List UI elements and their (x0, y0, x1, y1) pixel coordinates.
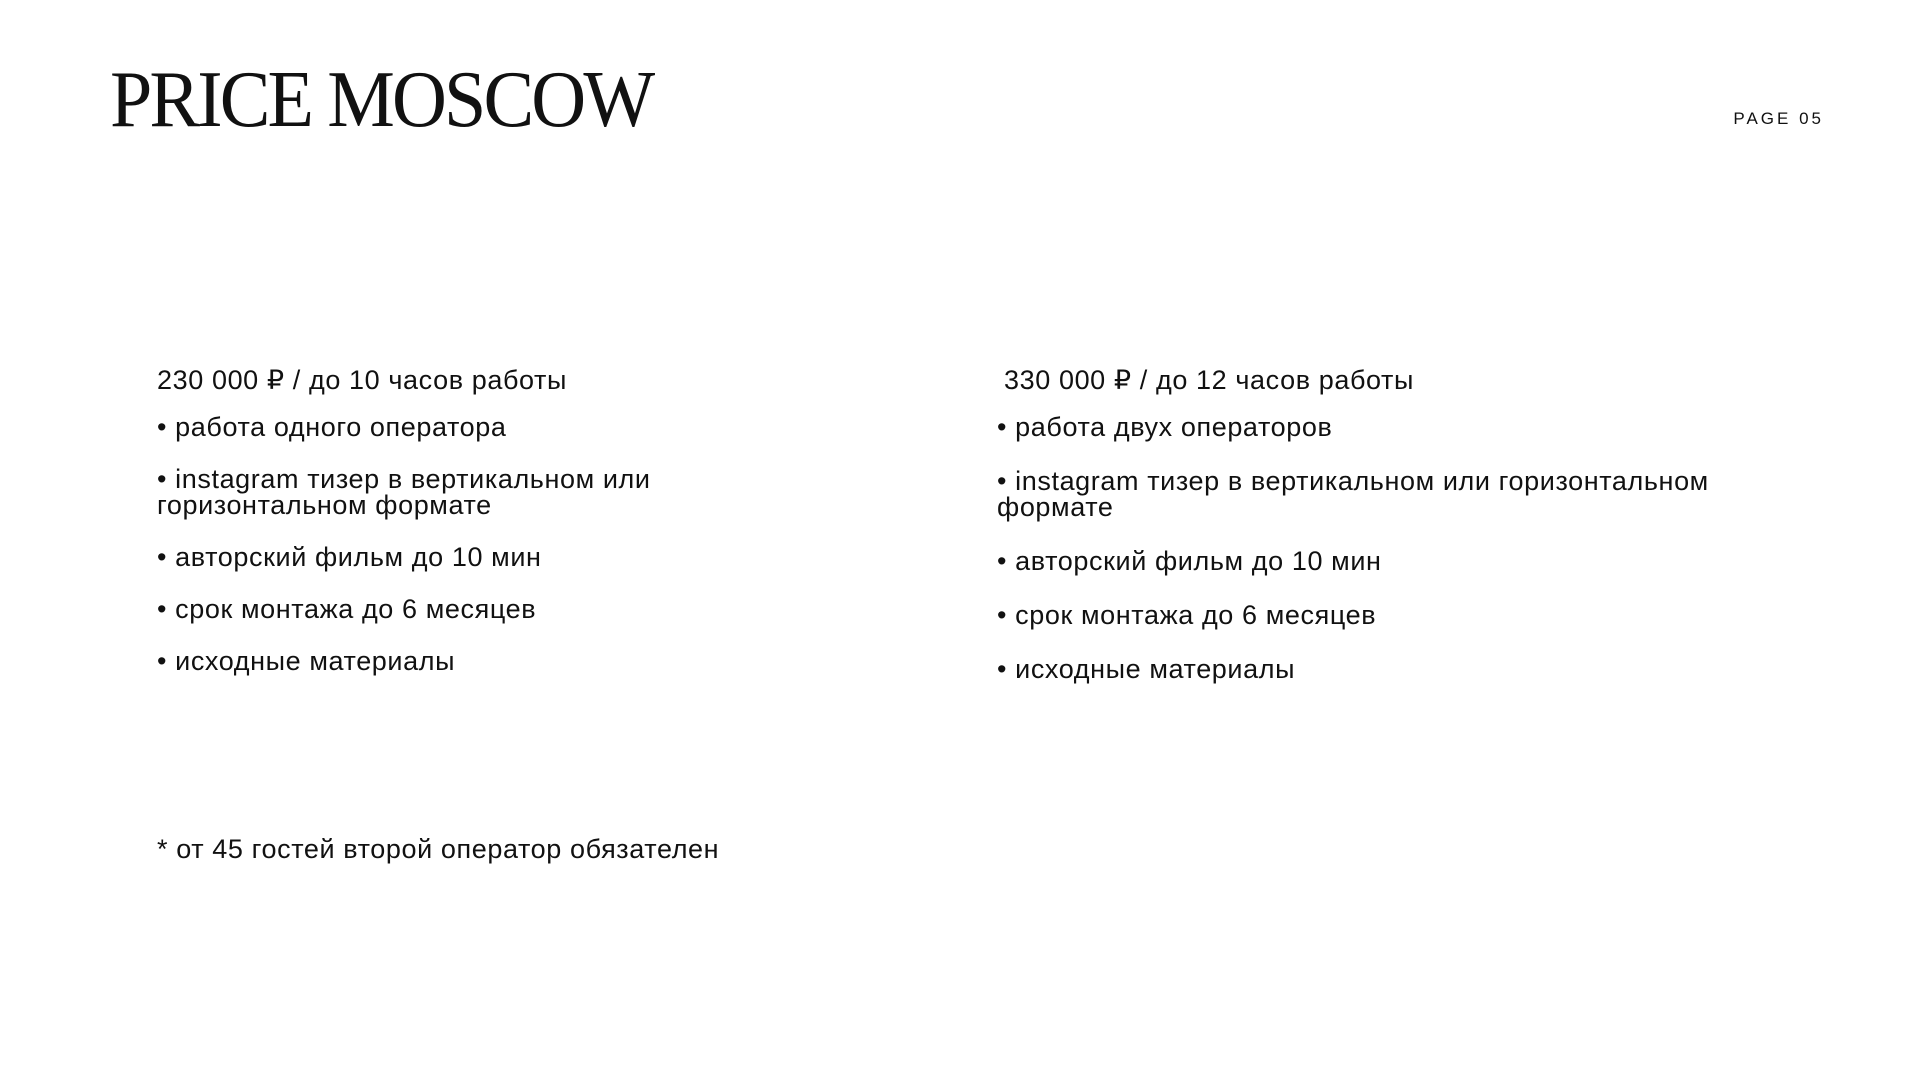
package-features-list (157, 414, 797, 674)
feature-item: • работа одного оператора (157, 412, 507, 442)
feature-item: • исходные материалы (157, 646, 456, 676)
feature-item: • авторский фильм до 10 мин (157, 542, 542, 572)
package-features-list (997, 414, 1797, 682)
feature-item: • срок монтажа до 6 месяцев (997, 600, 1377, 630)
feature-item: • instagram тизер в вертикальном или горизонтальном формате (157, 464, 651, 520)
package-extended (997, 362, 1797, 710)
package-basic (157, 362, 797, 700)
page-title: PRICE MOSCOW (110, 56, 653, 144)
footnote: * от 45 гостей второй оператор обязателен (157, 834, 720, 864)
package-price: 230 000 ₽ / до 10 часов работы (157, 365, 568, 395)
page-number: PAGE 05 (1733, 109, 1824, 128)
feature-item: • работа двух операторов (997, 412, 1333, 442)
feature-item: • срок монтажа до 6 месяцев (157, 594, 537, 624)
feature-item: • instagram тизер в вертикальном или горизонтальном формате (997, 466, 1709, 522)
feature-item: • исходные материалы (997, 654, 1296, 684)
feature-item: • авторский фильм до 10 мин (997, 546, 1382, 576)
package-price: 330 000 ₽ / до 12 часов работы (1004, 365, 1415, 395)
